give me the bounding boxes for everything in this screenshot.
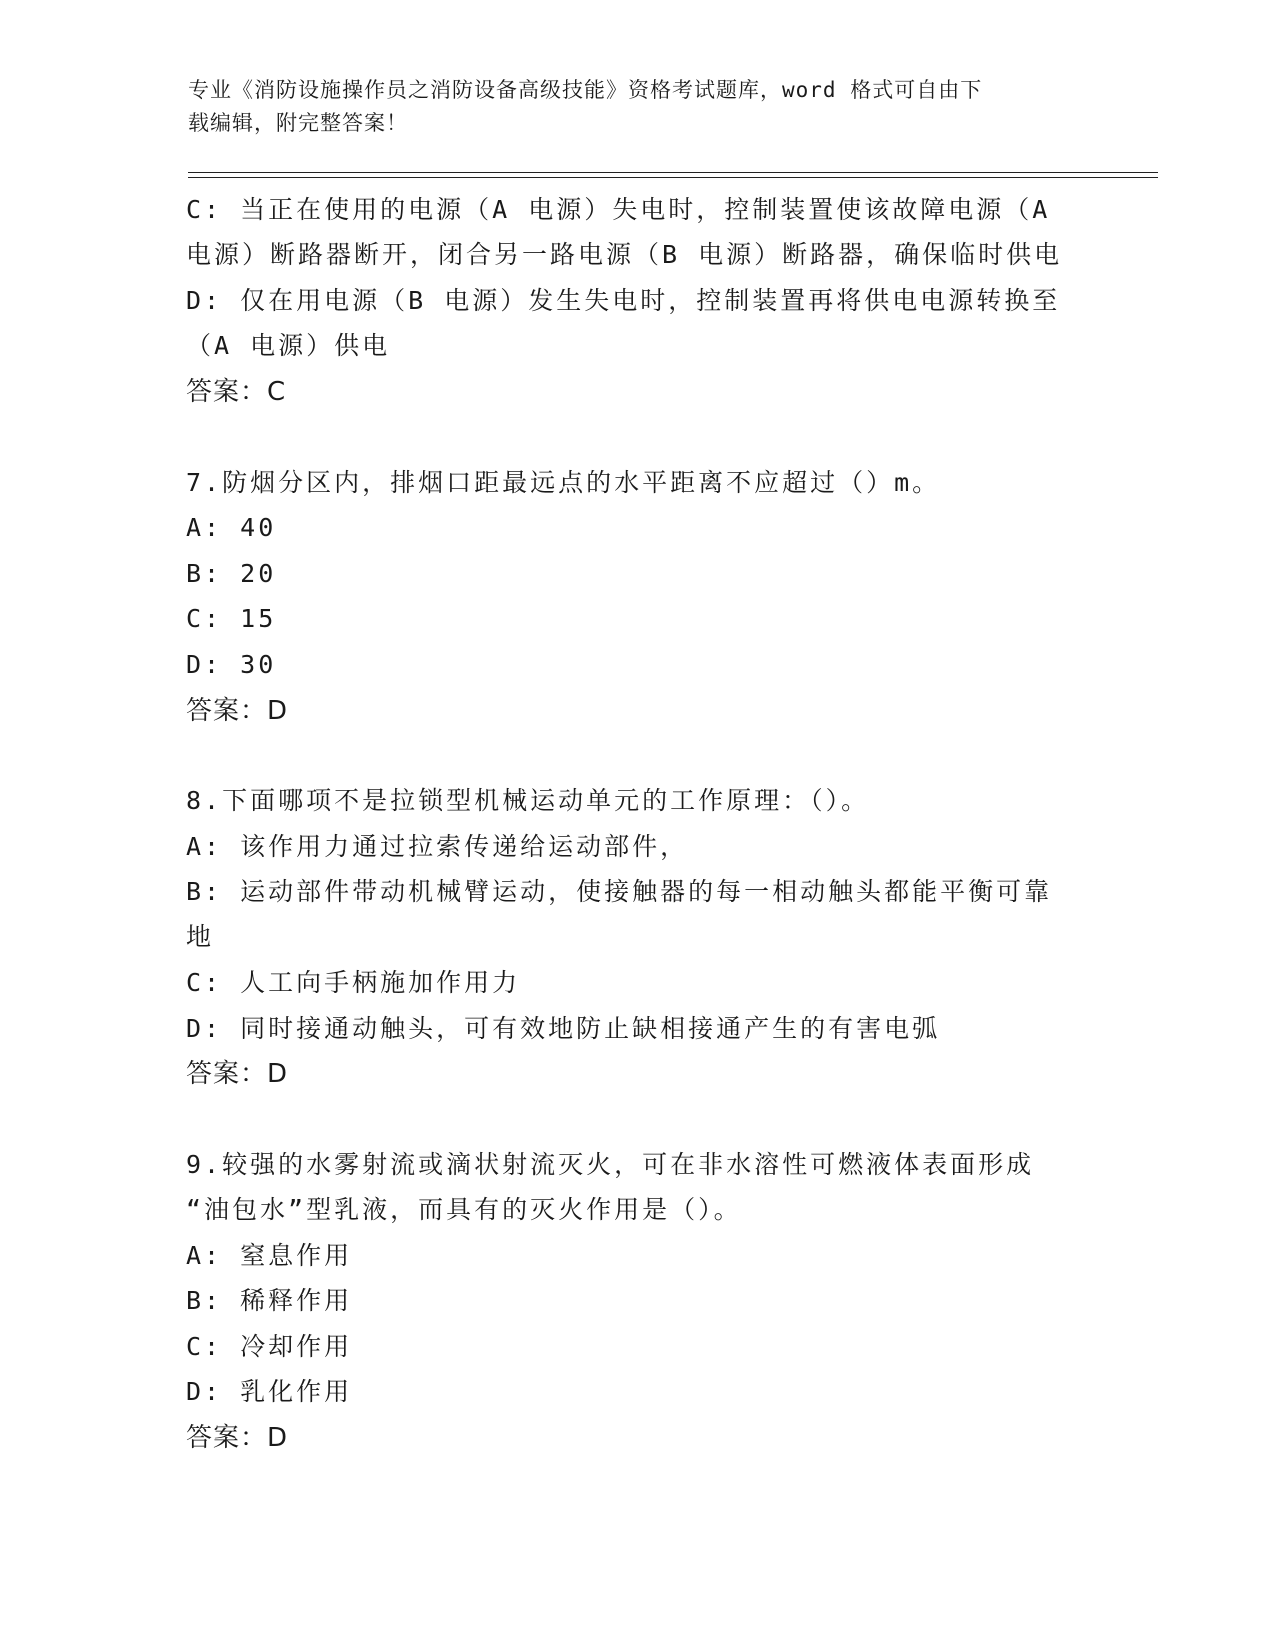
q7-option-b: B: 20 [186,559,277,588]
q7-option-c: C: 15 [186,604,277,633]
q8-option-c: C: 人工向手柄施加作用力 [186,968,521,997]
header-title-line-2: 载编辑，附完整答案！ [188,111,408,135]
q9-option-d: D: 乳化作用 [186,1377,353,1406]
q8-option-b-line-1: B: 运动部件带动机械臂运动，使接触器的每一相动触头都能平衡可靠 [186,877,1053,906]
q7-option-a: A: 40 [186,513,277,542]
q9-option-b: B: 稀释作用 [186,1286,353,1315]
q6-answer: 答案：C [186,377,287,407]
q9-question-line-1: 9.较强的水雾射流或滴状射流灭火，可在非水溶性可燃液体表面形成 [186,1150,1035,1179]
q7-question: 7.防烟分区内，排烟口距最远点的水平距离不应超过（）m。 [186,468,941,497]
header-title-line-1: 专业《消防设施操作员之消防设备高级技能》资格考试题库，word 格式可自由下 [188,78,983,102]
header-rule-top [188,172,1158,173]
q6-option-c-line-2: 电源）断路器断开，闭合另一路电源（B 电源）断路器，确保临时供电 [186,240,1063,269]
q8-question: 8.下面哪项不是拉锁型机械运动单元的工作原理：（）。 [186,786,870,815]
q6-option-c-line-1: C: 当正在使用的电源（A 电源）失电时，控制装置使该故障电源（A [186,195,1051,224]
q9-option-c: C: 冷却作用 [186,1332,353,1361]
q8-option-a: A: 该作用力通过拉索传递给运动部件， [186,832,689,861]
q9-answer: 答案：D [186,1423,289,1453]
q6-option-d-line-1: D: 仅在用电源（B 电源）发生失电时，控制装置再将供电电源转换至 [186,286,1061,315]
q8-answer: 答案：D [186,1059,289,1089]
q7-answer: 答案：D [186,696,289,726]
q8-option-b-line-2: 地 [186,922,215,951]
q7-option-d: D: 30 [186,650,277,679]
q8-option-d: D: 同时接通动触头，可有效地防止缺相接通产生的有害电弧 [186,1014,941,1043]
q6-option-d-line-2: （A 电源）供电 [186,331,391,360]
q9-question-line-2: “油包水”型乳液，而具有的灭火作用是（）。 [186,1195,742,1224]
q9-option-a: A: 窒息作用 [186,1241,353,1270]
header-rule-bottom [188,177,1158,178]
